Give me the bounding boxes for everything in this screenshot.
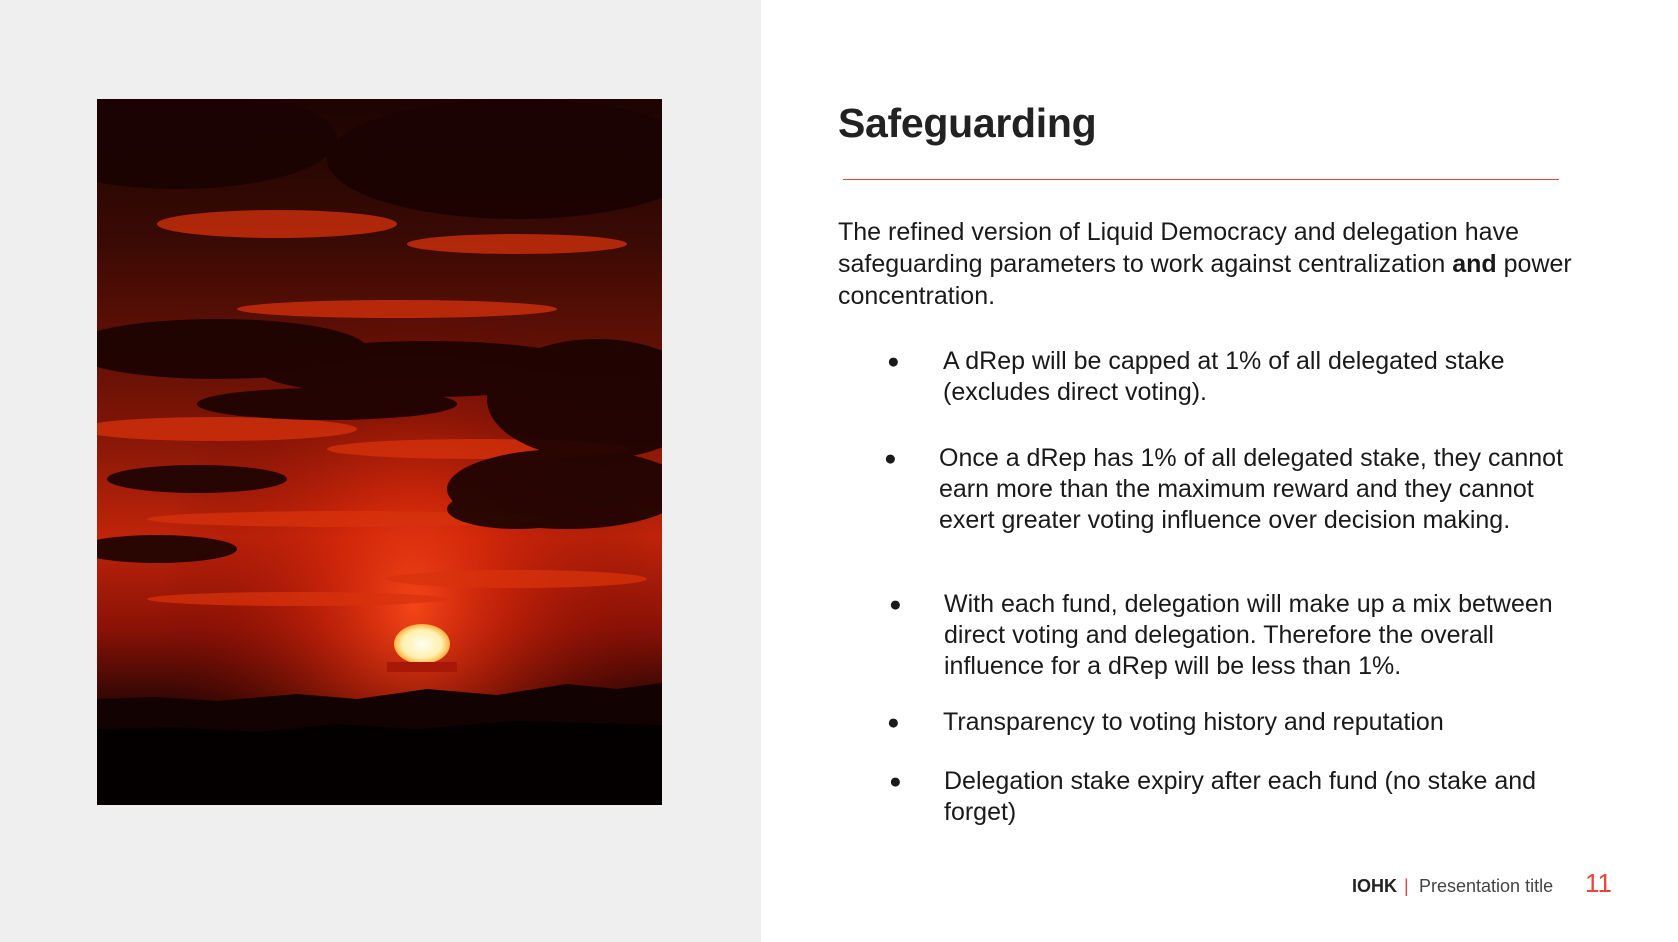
bullet-marker: ●: [889, 770, 902, 793]
bullet-text: A dRep will be capped at 1% of all delegated stake (excludes direct voting).: [943, 347, 1505, 406]
intro-text-bold: and: [1452, 250, 1497, 278]
bullet-marker: ●: [887, 711, 900, 734]
intro-text-part1: The refined version of Liquid Democracy and delegation have safeguarding parameters to work against centralization: [838, 218, 1519, 278]
bullet-text: Transparency to voting history and reputation: [943, 708, 1444, 736]
page-number: 11: [1585, 868, 1612, 898]
intro-text-part2: power concentration.: [838, 250, 1572, 310]
footer-brand: IOHK: [1352, 876, 1397, 896]
bullet-text: With each fund, delegation will make up a mix between direct voting and delegation. Therefore the overall influence for a dRep will be less than 1%.: [944, 590, 1553, 680]
bullet-text: Once a dRep has 1% of all delegated stake, they cannot earn more than the maximum reward and they cannot exert greater voting influence over decision making.: [939, 444, 1564, 534]
bullet-text: Delegation stake expiry after each fund (no stake and forget): [944, 767, 1537, 826]
intro-paragraph: [838, 216, 1578, 312]
slide-title: Safeguarding: [838, 100, 1097, 146]
bullet-marker: ●: [887, 350, 900, 373]
footer-presentation-title: Presentation title: [1419, 876, 1554, 896]
footer-separator: |: [1404, 876, 1409, 896]
sunset-photo: [97, 99, 662, 805]
bullet-marker: ●: [889, 593, 902, 616]
title-divider: [843, 179, 1559, 180]
sunset-image: [97, 99, 662, 805]
bullet-marker: ●: [884, 447, 897, 470]
left-panel: [0, 0, 761, 942]
